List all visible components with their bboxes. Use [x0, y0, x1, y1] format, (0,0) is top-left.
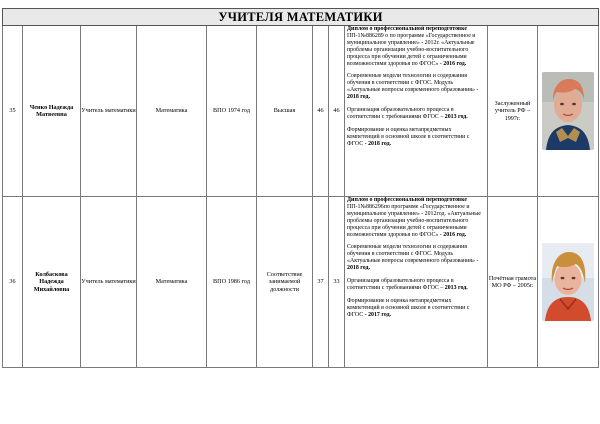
teacher-name: Ченко Надежда Матвеевна	[23, 26, 81, 197]
table-row	[3, 197, 599, 368]
title-row	[3, 9, 599, 26]
teacher-category: Высшая	[257, 26, 313, 197]
course-3: Организация образовательного процесса в соответствии с требованиями ФГОС – 2013 год.	[347, 107, 468, 120]
row-number: 36	[3, 197, 23, 368]
course-2: Современные модели технологии и содержания обучения в соответствии с ФГОС. Модуль «Актуальные вопросы современного образования» - 2018 год.	[347, 244, 479, 272]
total-experience: 46	[313, 26, 329, 197]
teacher-name: Колбаскова Надежда Михайловна	[23, 197, 81, 368]
teacher-award: Заслуженный учитель РФ – 1997г.	[488, 26, 538, 197]
teacher-subject: Математика	[137, 26, 207, 197]
table-row	[3, 26, 599, 197]
teacher-subject: Математика	[137, 197, 207, 368]
training-courses	[345, 197, 488, 368]
teacher-award: Почётная грамота МО РФ – 2005г.	[488, 197, 538, 368]
teacher-position: Учитель математики	[81, 197, 137, 368]
teacher-position: Учитель математики	[81, 26, 137, 197]
course-1: Диплом о профессиональной переподготовке ПП-1№886289 о по программе «Государственное и муниципальное управление» - 2012г. «Актуальные проблемы организации учебно-воспитательного процесса при обучении детей с ограниченными возможностями здоровья по ФГОС» - 2016 год.	[347, 26, 476, 67]
teacher-photo-1	[542, 72, 594, 150]
photo-cell	[538, 26, 599, 197]
row-number: 35	[3, 26, 23, 197]
training-courses	[345, 26, 488, 197]
teachers-sheet	[2, 8, 598, 368]
course-4: Формирование и оценка метапредметных компетенций в основной школе в соответствии с ФГОС - 2017 год.	[347, 297, 470, 318]
photo-cell	[538, 197, 599, 368]
page-title: УЧИТЕЛЯ МАТЕМАТИКИ	[3, 9, 599, 26]
teacher-photo-2	[542, 243, 594, 321]
total-experience: 37	[313, 197, 329, 368]
teaching-experience: 33	[329, 197, 345, 368]
teachers-table	[2, 8, 599, 368]
teacher-category: Соответствие занимаемой должности	[257, 197, 313, 368]
course-2: Современные модели технологии и содержания обучения в соответствии с ФГОС. Модуль «Актуальные вопросы современного образования» - 2018 год.	[347, 73, 479, 101]
course-4: Формирование и оценка метапредметных компетенций в основной школе в соответствии с ФГОС - 2018 год.	[347, 126, 470, 147]
course-3: Организация образовательного процесса в соответствии с требованиями ФГОС – 2013 год.	[347, 278, 468, 291]
teacher-education: ВПО 1986 год	[207, 197, 257, 368]
course-1: Диплом о профессиональной переподготовке ПП-1№886296по программе «Государственное и муниципальное управление» - 2012год. «Актуальные проблемы организации учебно-воспитательного процесса при обучении детей с ограниченными возможностями здоровья по ФГОС» - 2016 год.	[347, 197, 481, 238]
teacher-education: ВПО 1974 год	[207, 26, 257, 197]
teaching-experience: 46	[329, 26, 345, 197]
